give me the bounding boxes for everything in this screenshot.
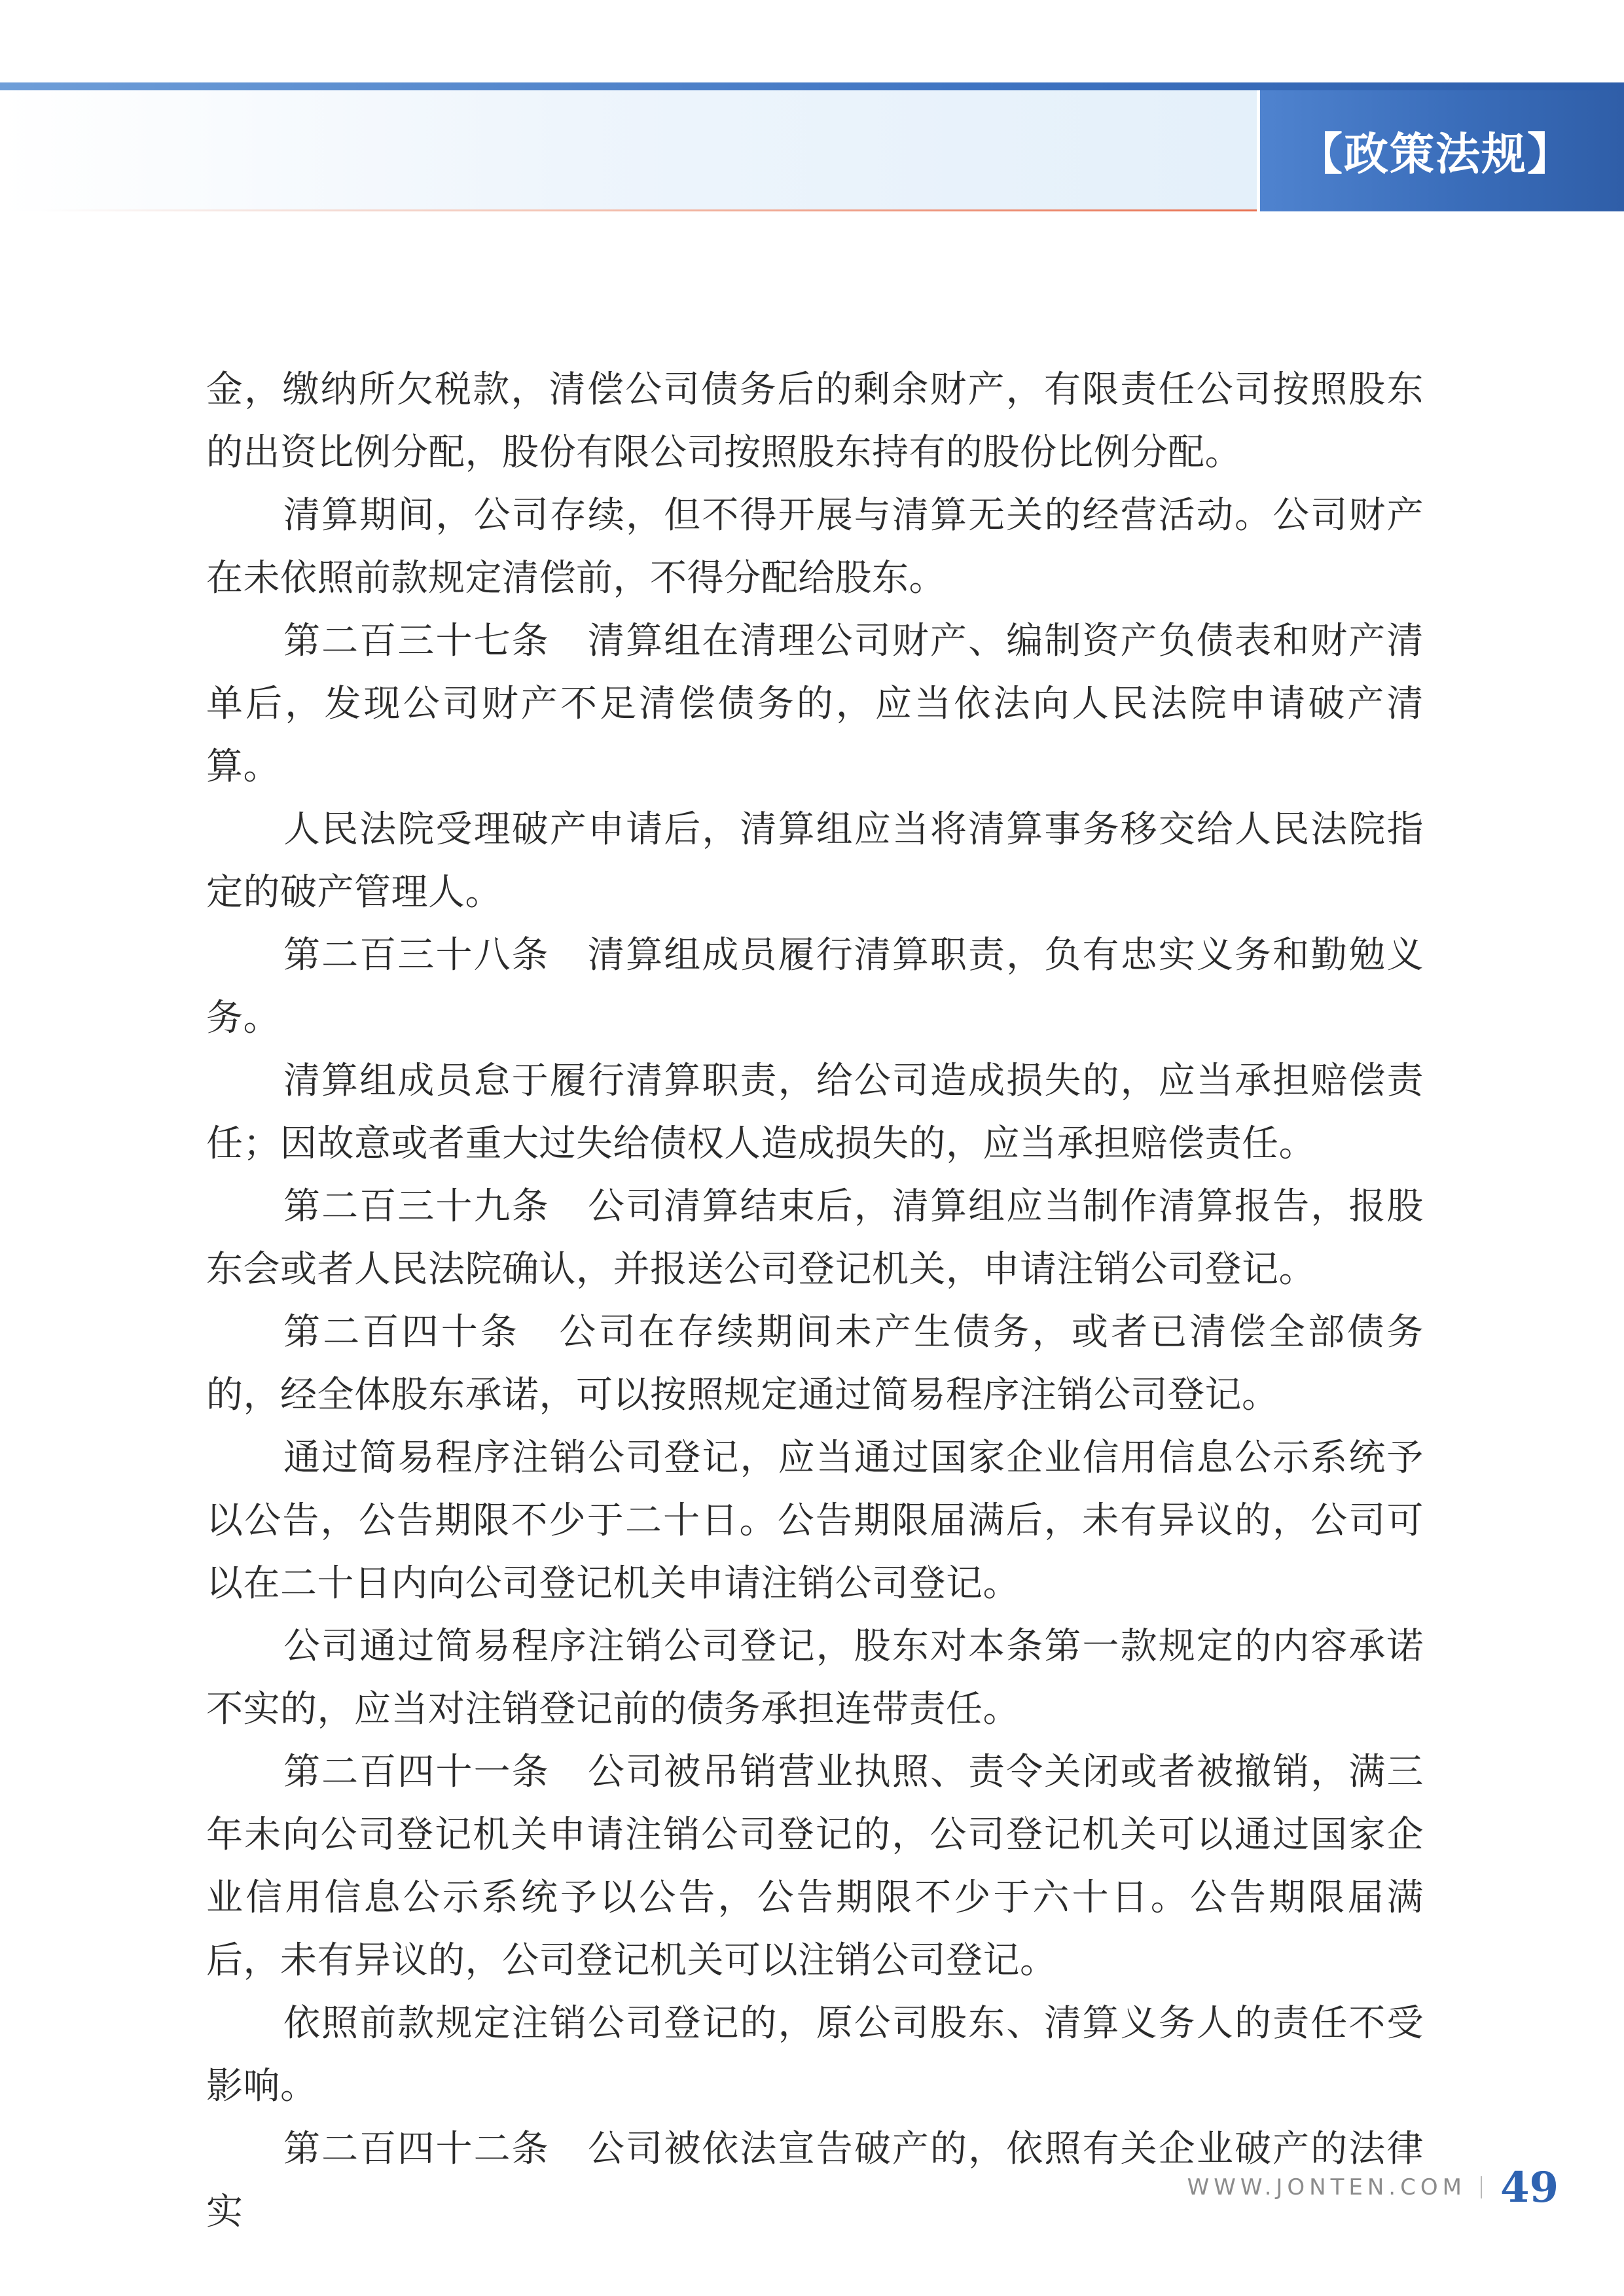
paragraph: 第二百三十八条 清算组成员履行清算职责，负有忠实义务和勤勉义务。 — [206, 934, 1424, 1039]
paragraph: 人民法院受理破产申请后，清算组应当将清算事务移交给人民法院指定的破产管理人。 — [206, 808, 1424, 914]
footer-website: WWW.JONTEN.COM — [1187, 2174, 1466, 2200]
header-top-rule — [0, 82, 1624, 90]
paragraph: 第二百三十九条 公司清算结束后，清算组应当制作清算报告，报股东会或者人民法院确认，并报送公司登记机关，申请注销公司登记。 — [206, 1185, 1424, 1291]
paragraph: 清算期间，公司存续，但不得开展与清算无关的经营活动。公司财产在未依照前款规定清偿前，不得分配给股东。 — [206, 494, 1424, 600]
paragraph: 第二百三十七条 清算组在清理公司财产、编制资产负债表和财产清单后，发现公司财产不足清偿债务的，应当依法向人民法院申请破产清算。 — [206, 620, 1424, 788]
paragraph: 通过简易程序注销公司登记，应当通过国家企业信用信息公示系统予以公告，公告期限不少于二十日。公告期限届满后，未有异议的，公司可以在二十日内向公司登记机关申请注销公司登记。 — [206, 1437, 1424, 1605]
header-band — [0, 90, 1257, 211]
footer-divider — [1481, 2176, 1482, 2198]
section-label: 【政策法规】 — [1297, 128, 1573, 181]
page-number: 49 — [1500, 2162, 1559, 2212]
paragraph: 第二百四十条 公司在存续期间未产生债务，或者已清偿全部债务的，经全体股东承诺，可以按照规定通过简易程序注销公司登记。 — [206, 1311, 1424, 1416]
paragraph: 第二百四十二条 公司被依法宣告破产的，依照有关企业破产的法律实 — [206, 2128, 1424, 2233]
paragraph: 依照前款规定注销公司登记的，原公司股东、清算义务人的责任不受影响。 — [206, 2002, 1424, 2108]
header-underline — [39, 209, 1257, 211]
page-footer — [1187, 2161, 1559, 2214]
article-body — [206, 359, 1424, 2244]
paragraph: 第二百四十一条 公司被吊销营业执照、责令关闭或者被撤销，满三年未向公司登记机关申请注销公司登记的，公司登记机关可以通过国家企业信用信息公示系统予以公告，公告期限不少于六十日。公告期限届满后，未有异议的，公司登记机关可以注销公司登记。 — [206, 1751, 1424, 1982]
section-tag — [1260, 90, 1624, 211]
paragraph: 金，缴纳所欠税款，清偿公司债务后的剩余财产，有限责任公司按照股东的出资比例分配，股份有限公司按照股东持有的股份比例分配。 — [206, 368, 1424, 474]
paragraph: 清算组成员怠于履行清算职责，给公司造成损失的，应当承担赔偿责任；因故意或者重大过失给债权人造成损失的，应当承担赔偿责任。 — [206, 1060, 1424, 1165]
paragraph: 公司通过简易程序注销公司登记，股东对本条第一款规定的内容承诺不实的，应当对注销登记前的债务承担连带责任。 — [206, 1625, 1424, 1731]
